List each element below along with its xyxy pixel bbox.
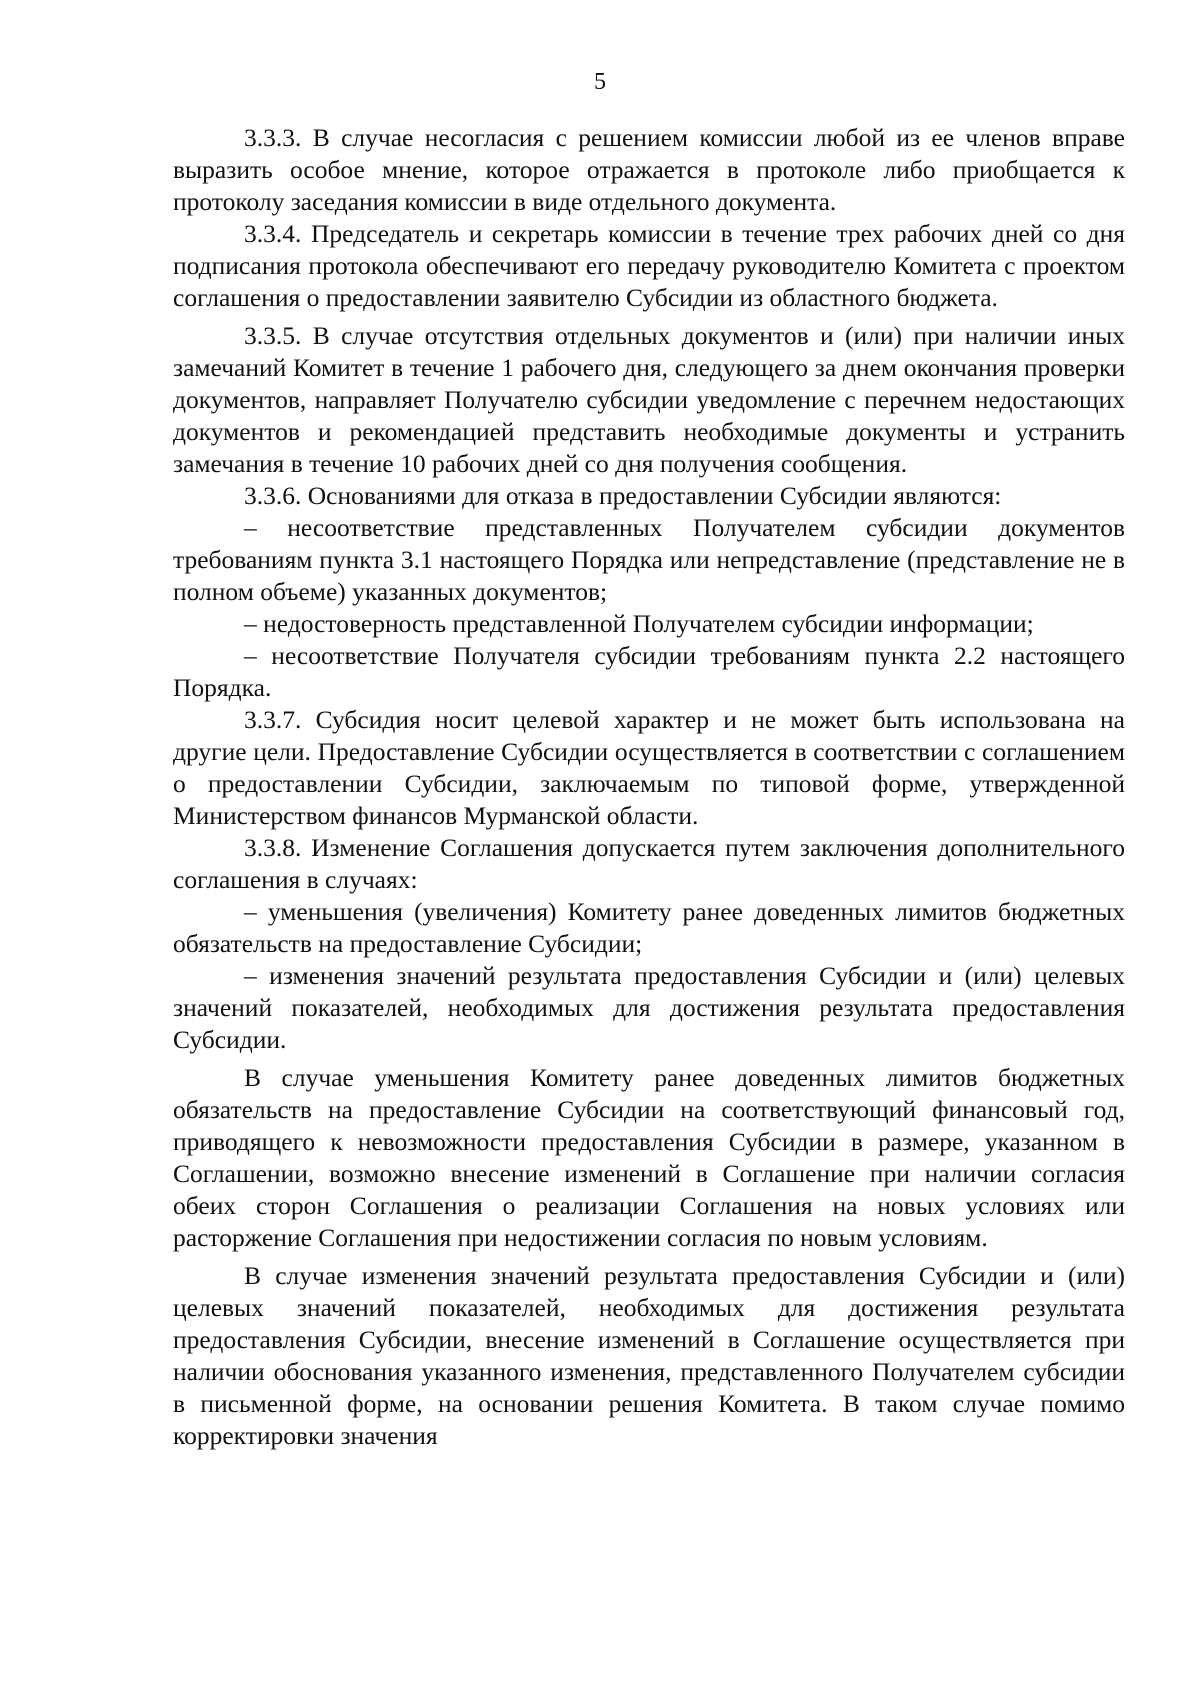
amendment-case-item: – изменения значений результата предоставления Субсидии и (или) целевых значений показателей, необходимых для достижения результата предоставления Субсидии.: [173, 961, 1125, 1054]
paragraph-3-3-3: 3.3.3. В случае несогласия с решением комиссии любой из ее членов вправе выразить особое мнение, которое отражается в протоколе либо приобщается к протоколу заседания комиссии в виде отдельного документа.: [173, 123, 1125, 216]
refusal-reason-item: – несоответствие Получателя субсидии требованиям пункта 2.2 настоящего Порядка.: [173, 641, 1125, 702]
paragraph-values-change: В случае изменения значений результата предоставления Субсидии и (или) целевых значений показателей, необходимых для достижения результата предоставления Субсидии, внесение изменений в Соглашение осуществляется при наличии обоснования указанного изменения, представленного Получателем субсидии в письменной форме, на основании решения Комитета. В таком случае помимо корректировки значения: [173, 1261, 1125, 1450]
paragraph-3-3-5: 3.3.5. В случае отсутствия отдельных документов и (или) при наличии иных замечаний Комитет в течение 1 рабочего дня, следующего за днем окончания проверки документов, направляет Получателю субсидии уведомление с перечнем недостающих документов и рекомендацией представить необходимые документы и устранить замечания в течение 10 рабочих дней со дня получения сообщения.: [173, 321, 1125, 478]
paragraph-3-3-4: 3.3.4. Председатель и секретарь комиссии в течение трех рабочих дней со дня подписания протокола обеспечивают его передачу руководителю Комитета с проектом соглашения о предоставлении заявителю Субсидии из областного бюджета.: [173, 219, 1125, 312]
paragraph-3-3-8: 3.3.8. Изменение Соглашения допускается путем заключения дополнительного соглашения в случаях:: [173, 833, 1125, 894]
amendment-case-item: – уменьшения (увеличения) Комитету ранее доведенных лимитов бюджетных обязательств на предоставление Субсидии;: [173, 897, 1125, 958]
document-body: [173, 122, 1125, 1452]
page-number: 5: [594, 69, 606, 95]
paragraph-3-3-7: 3.3.7. Субсидия носит целевой характер и не может быть использована на другие цели. Предоставление Субсидии осуществляется в соответствии с соглашением о предоставлении Субсидии, заключаемым по типовой форме, утвержденной Министерством финансов Мурманской области.: [173, 705, 1125, 830]
refusal-reason-item: – несоответствие представленных Получателем субсидии документов требованиям пункта 3.1 настоящего Порядка или непредставление (представление не в полном объеме) указанных документов;: [173, 513, 1125, 606]
paragraph-limits-reduction: В случае уменьшения Комитету ранее доведенных лимитов бюджетных обязательств на предоставление Субсидии на соответствующий финансовый год, приводящего к невозможности предоставления Субсидии в размере, указанном в Соглашении, возможно внесение изменений в Соглашение при наличии согласия обеих сторон Соглашения о реализации Соглашения на новых условиях или расторжение Соглашения при недостижении согласия по новым условиям.: [173, 1063, 1125, 1252]
refusal-reason-item: – недостоверность представленной Получателем субсидии информации;: [244, 609, 1034, 638]
paragraph-3-3-6: 3.3.6. Основаниями для отказа в предоставлении Субсидии являются:: [244, 481, 1002, 510]
